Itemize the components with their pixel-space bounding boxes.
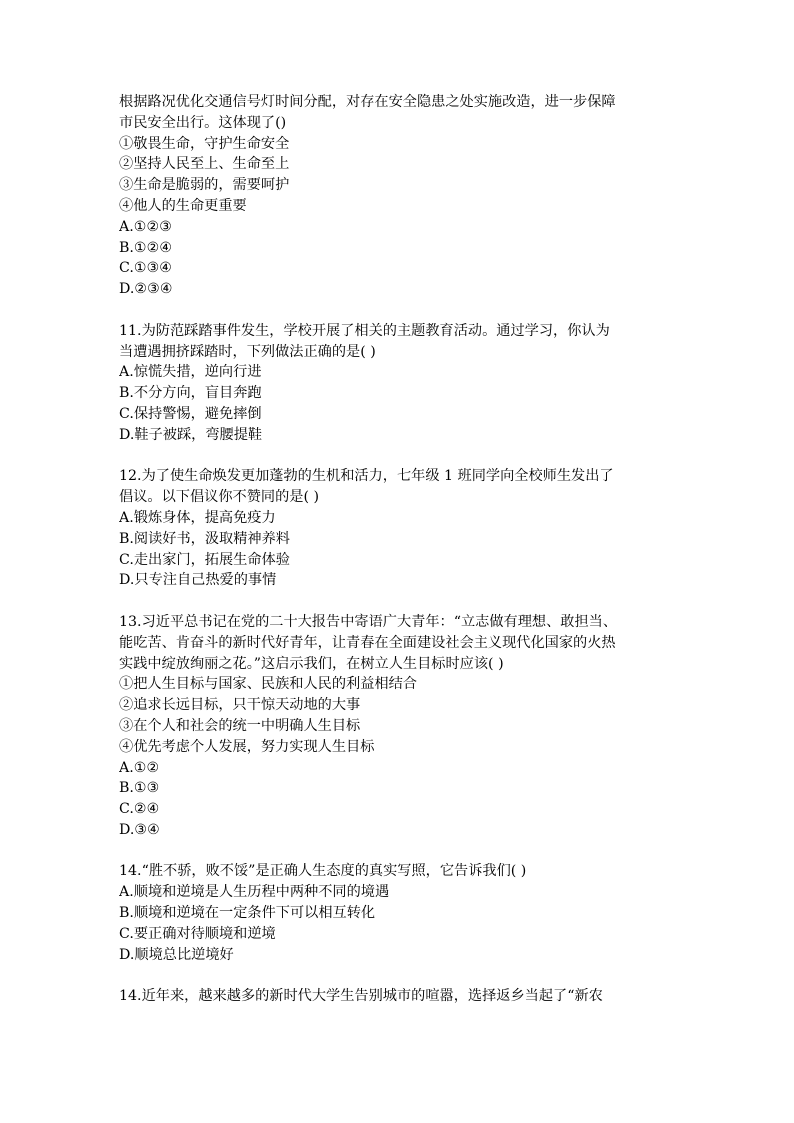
option-a: A.锻炼身体，提高免疫力 bbox=[119, 509, 276, 526]
spacer bbox=[119, 446, 691, 467]
question-block-14a bbox=[119, 861, 691, 965]
statement-1: ①敬畏生命，守护生命安全 bbox=[119, 135, 290, 152]
question-block-13 bbox=[119, 612, 691, 841]
statement-3: ③生命是脆弱的，需要呵护 bbox=[119, 177, 290, 194]
option-b: B.①③ bbox=[119, 780, 160, 797]
question-12-stem-line-2: 倡议。以下倡议你不赞同的是( ) bbox=[119, 489, 320, 506]
question-13-stem-line-2: 能吃苦、肯奋斗的新时代好青年，让青春在全面建设社会主义现代化国家的火热 bbox=[119, 634, 616, 651]
option-a: A.①② bbox=[119, 759, 160, 776]
question-11-stem-line-1: 11.为防范踩踏事件发生，学校开展了相关的主题教育活动。通过学习，你认为 bbox=[119, 322, 610, 339]
option-b: B.顺境和逆境在一定条件下可以相互转化 bbox=[119, 905, 376, 922]
spacer bbox=[119, 300, 691, 321]
statement-2: ②追求长远目标，只干惊天动地的大事 bbox=[119, 697, 361, 714]
statement-3: ③在个人和社会的统一中明确人生目标 bbox=[119, 717, 361, 734]
question-14a-stem: 14.“胜不骄，败不馁”是正确人生态度的真实写照，它告诉我们( ) bbox=[119, 863, 527, 880]
question-12-stem-line-1: 12.为了使生命焕发更加蓬勃的生机和活力，七年级 1 班同学向全校师生发出了 bbox=[119, 468, 614, 485]
statement-2: ②坚持人民至上、生命至上 bbox=[119, 156, 290, 173]
document-page bbox=[119, 92, 691, 1007]
option-d: D.②③④ bbox=[119, 281, 173, 298]
question-block-12 bbox=[119, 466, 691, 591]
option-c: C.要正确对待顺境和逆境 bbox=[119, 925, 276, 942]
option-d: D.顺境总比逆境好 bbox=[119, 946, 234, 963]
question-14b-stem-line-1: 14.近年来，越来越多的新时代大学生告别城市的喧嚣，选择返乡当起了“新农 bbox=[119, 988, 603, 1005]
statement-4: ④优先考虑个人发展，努力实现人生目标 bbox=[119, 738, 375, 755]
option-c: C.①③④ bbox=[119, 260, 173, 277]
option-a: A.①②③ bbox=[119, 218, 172, 235]
question-10-stem-line-2: 市民安全出行。这体现了() bbox=[119, 114, 287, 131]
question-block-11 bbox=[119, 321, 691, 446]
option-b: B.阅读好书，汲取精神养料 bbox=[119, 530, 290, 547]
option-c: C.保持警惕，避免摔倒 bbox=[119, 405, 262, 422]
spacer bbox=[119, 591, 691, 612]
option-c: C.②④ bbox=[119, 801, 160, 818]
spacer bbox=[119, 965, 691, 986]
question-block-10 bbox=[119, 92, 691, 300]
statement-4: ④他人的生命更重要 bbox=[119, 197, 247, 214]
statement-1: ①把人生目标与国家、民族和人民的利益相结合 bbox=[119, 676, 417, 693]
question-13-stem-line-1: 13.习近平总书记在党的二十大报告中寄语广大青年：“立志做有理想、敢担当、 bbox=[119, 613, 618, 630]
spacer bbox=[119, 841, 691, 862]
question-block-14b bbox=[119, 986, 691, 1007]
option-d: D.只专注自己热爱的事情 bbox=[119, 572, 277, 589]
option-d: D.③④ bbox=[119, 821, 160, 838]
option-b: B.不分方向，盲目奔跑 bbox=[119, 385, 262, 402]
question-13-stem-line-3: 实践中绽放绚丽之花。”这启示我们，在树立人生目标时应该( ) bbox=[119, 655, 504, 672]
question-11-stem-line-2: 当遭遇拥挤踩踏时，下列做法正确的是( ) bbox=[119, 343, 376, 360]
option-d: D.鞋子被踩，弯腰提鞋 bbox=[119, 426, 263, 443]
question-10-stem-line-1: 根据路况优化交通信号灯时间分配，对存在安全隐患之处实施改造，进一步保障 bbox=[119, 94, 616, 110]
option-c: C.走出家门，拓展生命体验 bbox=[119, 551, 290, 568]
option-b: B.①②④ bbox=[119, 239, 173, 256]
option-a: A.惊慌失措，逆向行进 bbox=[119, 364, 262, 381]
option-a: A.顺境和逆境是人生历程中两种不同的境遇 bbox=[119, 884, 390, 901]
